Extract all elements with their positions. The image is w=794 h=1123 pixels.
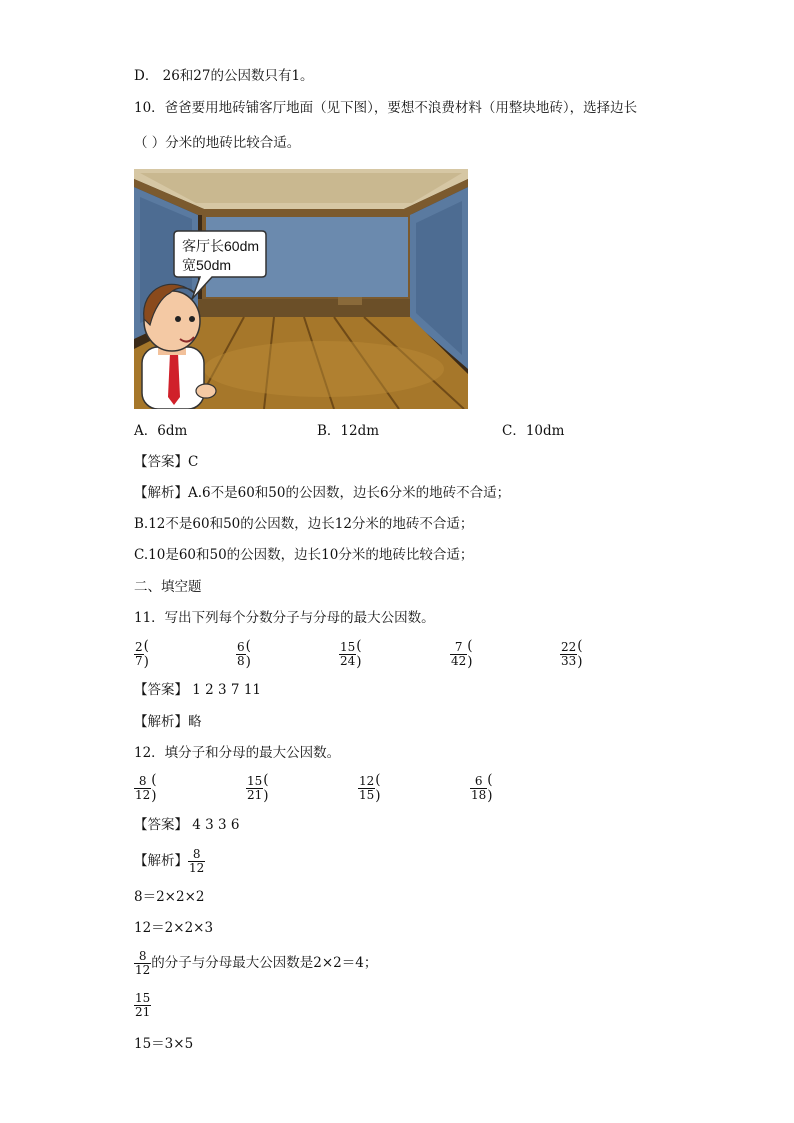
section-title: 二、填空题: [134, 579, 202, 595]
explanation-12-next-fraction: [134, 988, 151, 1022]
answer-blank[interactable]: (): [143, 638, 149, 670]
answer-blank[interactable]: (): [577, 638, 583, 670]
explanation-11: 【解析】略: [134, 714, 202, 730]
factorization-12: 12＝2×2×3: [134, 920, 214, 936]
fraction-item: [339, 637, 402, 671]
fraction: $\frac{15}{24}$: [340, 639, 356, 668]
fraction: $\frac{15}{21}$: [247, 773, 263, 802]
fraction-item: [246, 771, 323, 805]
answer-blank[interactable]: (): [245, 638, 251, 670]
answer-blank[interactable]: (): [356, 638, 362, 670]
fraction-item: [134, 637, 185, 671]
fraction: $\frac{12}{15}$: [359, 773, 375, 802]
explanation-10-line-2: B.12不是60和50的公因数，边长12分米的地砖不合适；: [134, 516, 474, 532]
option-a: A．6dm: [134, 423, 188, 439]
question-12-text: 12．填分子和分母的最大公因数。: [134, 745, 341, 761]
factorization-15: 15＝3×5: [134, 1036, 194, 1052]
fraction: $\frac{7}{42}$: [451, 639, 467, 668]
fraction: $\frac{6}{18}$: [471, 773, 487, 802]
fraction-item: [470, 771, 547, 805]
fraction-item: [236, 637, 295, 671]
living-room-illustration: [134, 169, 468, 409]
explanation-12-header: [134, 844, 205, 878]
explanation-label: 【解析】: [134, 853, 188, 869]
answer-11: 【答案】 1 2 3 7 11: [134, 682, 261, 698]
option-d-text: D． 26和27的公因数只有1。: [134, 68, 314, 84]
fraction-item: [450, 637, 513, 671]
fraction: $\frac{6}{8}$: [237, 639, 245, 668]
explanation-10-line-1: 【解析】A.6不是60和50的公因数，边长6分米的地砖不合适；: [134, 485, 511, 501]
option-c: C．10dm: [502, 423, 565, 439]
question-10-text-cont: （ ）分米的地砖比较合适。: [134, 135, 301, 151]
speech-bubble-line-2: 宽50dm: [182, 257, 232, 273]
fraction-item: [560, 637, 623, 671]
fraction-item: [134, 771, 211, 805]
fraction: $\frac{15}{21}$: [135, 990, 151, 1019]
answer-12: 【答案】 4 3 3 6: [134, 817, 240, 833]
factorization-8: 8＝2×2×2: [134, 889, 205, 905]
fraction: $\frac{22}{33}$: [561, 639, 577, 668]
answer-blank[interactable]: (): [263, 772, 269, 804]
answer-blank[interactable]: (): [487, 772, 493, 804]
answer-blank[interactable]: (): [467, 638, 473, 670]
answer-blank[interactable]: (): [151, 772, 157, 804]
conclusion-text: 的分子与分母最大公因数是2×2＝4；: [151, 955, 378, 971]
question-10-text: 10．爸爸要用地砖铺客厅地面（见下图），要想不浪费材料（用整块地砖），选择边长: [134, 100, 638, 116]
fraction: $\frac{8}{12}$: [135, 948, 151, 977]
explanation-10-line-3: C.10是60和50的公因数，边长10分米的地砖比较合适；: [134, 547, 474, 563]
question-11-text: 11．写出下列每个分数分子与分母的最大公因数。: [134, 610, 435, 626]
answer-blank[interactable]: (): [375, 772, 381, 804]
fraction: $\frac{8}{12}$: [189, 846, 205, 875]
answer-10: 【答案】C: [134, 454, 199, 470]
fraction: $\frac{2}{7}$: [135, 639, 143, 668]
fraction: $\frac{8}{12}$: [135, 773, 151, 802]
explanation-12-conclusion: [134, 946, 377, 980]
option-b: B．12dm: [317, 423, 380, 439]
fraction-item: [358, 771, 435, 805]
speech-bubble-line-1: 客厅长60dm: [182, 238, 260, 254]
